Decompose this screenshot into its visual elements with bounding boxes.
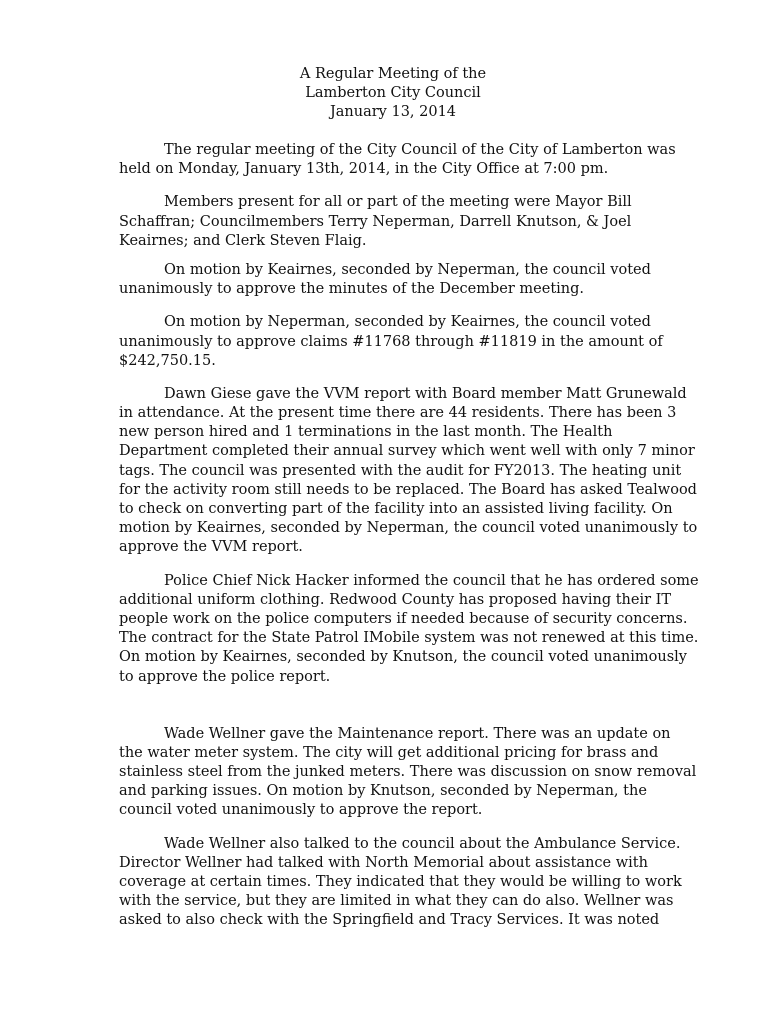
text-line: Police Chief Nick Hacker informed the council that he has ordered some <box>164 572 699 589</box>
paragraph-minutes-motion <box>119 261 679 299</box>
text-line: Department completed their annual survey which went well with only 7 minor <box>119 443 695 460</box>
text-line: in attendance. At the present time there are 44 residents. There has been 3 <box>119 405 677 422</box>
text-line: Wade Wellner also talked to the council about the Ambulance Service. <box>164 835 681 852</box>
document-body <box>119 141 699 931</box>
text-line: with the service, but they are limited in what they can do also. Wellner was <box>119 893 674 910</box>
heading-date: January 13, 2014 <box>329 104 457 121</box>
text-line: to check on converting part of the facility into an assisted living facility. On <box>119 501 673 517</box>
document-heading <box>0 65 770 123</box>
text-line: On motion by Neperman, seconded by Keairnes, the council voted <box>164 314 651 331</box>
text-line: On motion by Keairnes, seconded by Knutson, the council voted unanimously <box>119 649 687 666</box>
heading-title-line-1: A Regular Meeting of the <box>299 66 487 82</box>
text-line: for the activity room still needs to be replaced. The Board has asked Tealwood <box>119 481 697 498</box>
text-line: On motion by Keairnes, seconded by Neperman, the council voted <box>164 261 651 278</box>
paragraph-meeting-opening <box>119 141 679 179</box>
paragraph-members-present <box>119 193 679 251</box>
paragraph-police-report <box>119 572 699 687</box>
text-line: asked to also check with the Springfield and Tracy Services. It was noted <box>119 912 660 929</box>
text-line: additional uniform clothing. Redwood County has proposed having their IT <box>119 591 672 608</box>
text-line: unanimously to approve the minutes of the December meeting. <box>119 281 585 298</box>
text-line: $242,750.15. <box>119 352 216 369</box>
text-line: Members present for all or part of the meeting were Mayor Bill <box>164 194 632 211</box>
text-line: and parking issues. On motion by Knutson, seconded by Neperman, the <box>119 783 647 800</box>
paragraph-vvm-report <box>119 385 698 558</box>
text-line: the water meter system. The city will get additional pricing for brass and <box>119 744 659 761</box>
text-line: new person hired and 1 terminations in the last month. The Health <box>119 424 613 441</box>
text-line: held on Monday, January 13th, 2014, in the City Office at 7:00 pm. <box>119 161 609 178</box>
text-line: Dawn Giese gave the VVM report with Board member Matt Grunewald <box>164 385 687 402</box>
text-line: coverage at certain times. They indicated that they would be willing to work <box>119 874 682 890</box>
text-line: council voted unanimously to approve the report. <box>119 802 483 819</box>
text-line: tags. The council was presented with the audit for FY2013. The heating unit <box>119 462 682 479</box>
text-line: The contract for the State Patrol IMobile system was not renewed at this time. <box>119 630 699 647</box>
text-line: Keairnes; and Clerk Steven Flaig. <box>119 232 367 249</box>
text-line: Director Wellner had talked with North Memorial about assistance with <box>119 854 648 871</box>
paragraph-claims-motion <box>119 313 679 371</box>
text-line: stainless steel from the junked meters. There was discussion on snow removal <box>119 764 697 781</box>
text-line: unanimously to approve claims #11768 through #11819 in the amount of <box>119 333 663 350</box>
text-line: approve the VVM report. <box>119 539 303 556</box>
text-line: Wade Wellner gave the Maintenance report. There was an update on <box>164 725 671 742</box>
paragraph-ambulance-service <box>119 835 682 931</box>
paragraph-maintenance-report <box>119 725 697 821</box>
text-line: motion by Keairnes, seconded by Neperman, the council voted unanimously to <box>119 520 698 537</box>
text-line: The regular meeting of the City Council of the City of Lamberton was <box>164 142 676 158</box>
text-line: to approve the police report. <box>119 668 331 685</box>
text-line: people work on the police computers if needed because of security concerns. <box>119 610 688 627</box>
text-line: Schaffran; Councilmembers Terry Neperman, Darrell Knutson, & Joel <box>119 213 632 230</box>
heading-title-line-2: Lamberton City Council <box>305 85 481 102</box>
